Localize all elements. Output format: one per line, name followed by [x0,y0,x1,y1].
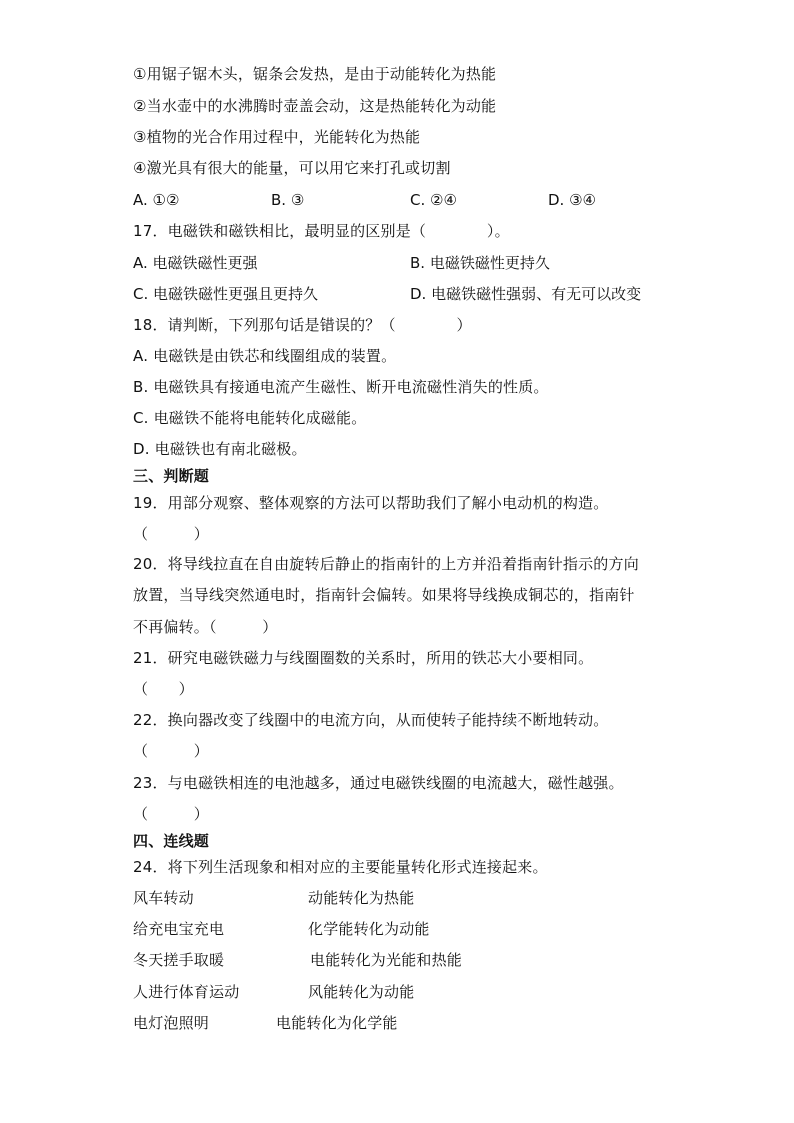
q18-option-c: C. 电磁铁不能将电能转化成磁能。 [133,409,367,427]
match-right-5: 电能转化为化学能 [276,1014,398,1032]
q18-option-b: B. 电磁铁具有接通电流产生磁性、断开电流磁性消失的性质。 [133,378,549,396]
q17-option-a: A. 电磁铁磁性更强 [133,254,258,272]
q21-answer-paren: （ ） [133,680,194,698]
q17-option-c: C. 电磁铁磁性更强且更持久 [133,285,319,303]
q20-line-3: 不再偏转。（ ） [133,618,278,636]
section-3-title: 三、判断题 [133,467,210,485]
q20-line-2: 放置，当导线突然通电时，指南针会偏转。如果将导线换成铜芯的，指南针 [133,586,635,604]
q16-statement-3: ③植物的光合作用过程中，光能转化为热能 [133,128,421,146]
q23-answer-paren: （ ） [133,805,210,823]
match-left-1: 风车转动 [133,889,194,907]
q16-option-d: D. ③④ [548,191,596,209]
q20-line-1: 20．将导线拉直在自由旋转后静止的指南针的上方并沿着指南针指示的方向 [133,555,639,573]
match-left-4: 人进行体育运动 [133,983,240,1001]
q24-text: 24．将下列生活现象和相对应的主要能量转化形式连接起来。 [133,858,548,876]
q18-option-d: D. 电磁铁也有南北磁极。 [133,440,307,458]
q23-text: 23．与电磁铁相连的电池越多，通过电磁铁线圈的电流越大，磁性越强。 [133,774,624,792]
q16-statement-1: ①用锯子锯木头，锯条会发热，是由于动能转化为热能 [133,65,497,83]
match-left-5: 电灯泡照明 [133,1014,210,1032]
q16-statement-2: ②当水壶中的水沸腾时壶盖会动，这是热能转化为动能 [133,97,497,115]
q16-option-b: B. ③ [271,191,305,209]
match-right-4: 风能转化为动能 [308,983,415,1001]
q16-statement-4: ④激光具有很大的能量，可以用它来打孔或切割 [133,159,451,177]
q18-option-a: A. 电磁铁是由铁芯和线圈组成的装置。 [133,347,397,365]
q17-option-b: B. 电磁铁磁性更持久 [410,254,550,272]
q16-option-c: C. ②④ [410,191,457,209]
q21-text: 21．研究电磁铁磁力与线圈圈数的关系时，所用的铁芯大小要相同。 [133,649,594,667]
q17-option-d: D. 电磁铁磁性强弱、有无可以改变 [410,285,642,303]
q22-text: 22．换向器改变了线圈中的电流方向，从而使转子能持续不断地转动。 [133,711,609,729]
match-right-3: 电能转化为光能和热能 [310,951,463,969]
match-right-1: 动能转化为热能 [308,889,415,907]
q17-stem: 17．电磁铁和磁铁相比，最明显的区别是（ ）。 [133,222,510,240]
q19-answer-paren: （ ） [133,525,210,543]
q16-option-a: A. ①② [133,191,180,209]
match-left-3: 冬天搓手取暖 [133,951,225,969]
match-right-2: 化学能转化为动能 [308,920,430,938]
q18-stem: 18．请判断，下列那句话是错误的？（ ） [133,316,472,334]
match-left-2: 给充电宝充电 [133,920,225,938]
q22-answer-paren: （ ） [133,742,210,760]
section-4-title: 四、连线题 [133,832,210,850]
q19-text: 19．用部分观察、整体观察的方法可以帮助我们了解小电动机的构造。 [133,494,609,512]
